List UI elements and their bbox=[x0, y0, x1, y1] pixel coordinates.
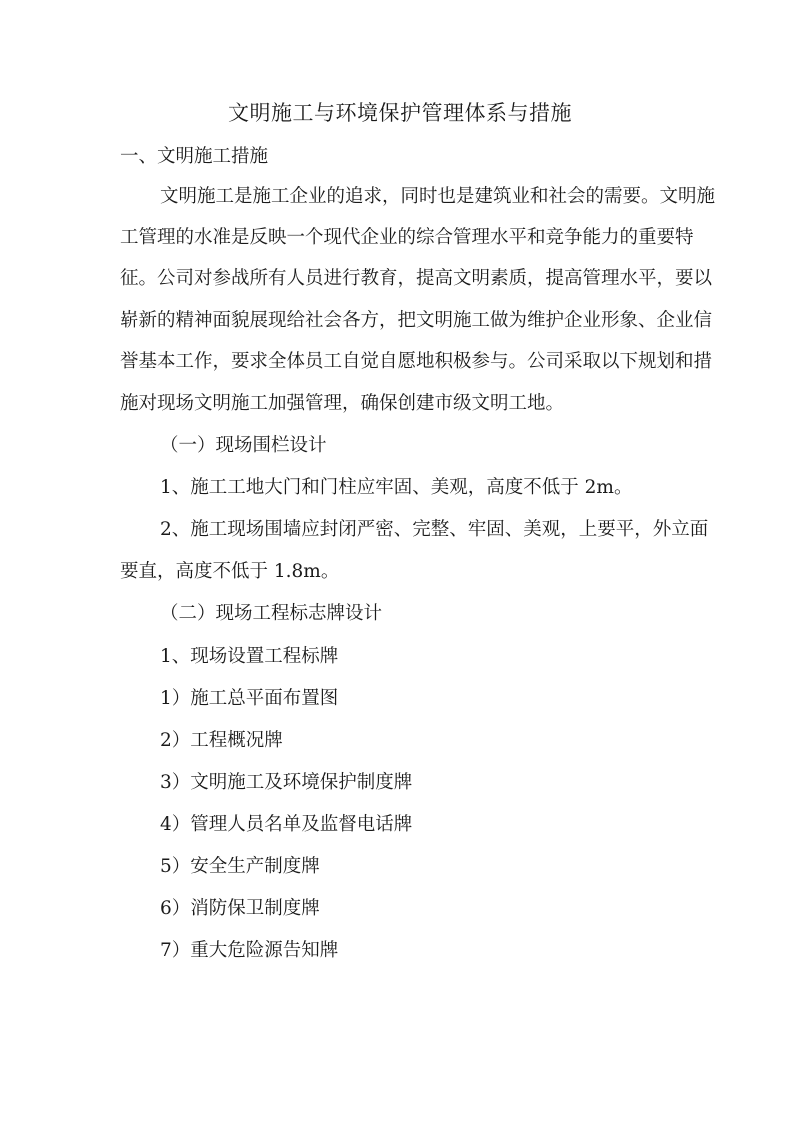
subsection-heading: （二）现场工程标志牌设计 bbox=[160, 603, 383, 624]
paragraph-line: 工管理的水准是反映一个现代企业的综合管理水平和竞争能力的重要特 bbox=[120, 227, 694, 248]
list-item: 1、现场设置工程标牌 bbox=[160, 646, 339, 667]
subsection-heading: （一）现场围栏设计 bbox=[160, 435, 327, 456]
paragraph-line: 崭新的精神面貌展现给社会各方，把文明施工做为维护企业形象、企业信 bbox=[120, 310, 713, 331]
list-item: 1）施工总平面布置图 bbox=[160, 688, 339, 709]
paragraph-line: 誉基本工作，要求全体员工自觉自愿地积极参与。公司采取以下规划和措 bbox=[120, 351, 713, 372]
list-item: 2）工程概况牌 bbox=[160, 730, 283, 751]
paragraph-line: 2、施工现场围墙应封闭严密、完整、牢固、美观，上要平，外立面 bbox=[160, 519, 709, 540]
list-item: 6）消防保卫制度牌 bbox=[160, 898, 320, 919]
list-item: 3）文明施工及环境保护制度牌 bbox=[160, 772, 413, 793]
list-item: 4）管理人员名单及监督电话牌 bbox=[160, 814, 413, 835]
paragraph-line: 文明施工是施工企业的追求，同时也是建筑业和社会的需要。文明施 bbox=[160, 186, 716, 207]
list-item: 1、施工工地大门和门柱应牢固、美观，高度不低于 2m。 bbox=[160, 477, 633, 498]
section-heading: 一、文明施工措施 bbox=[120, 146, 269, 167]
list-item: 7）重大危险源告知牌 bbox=[160, 940, 339, 961]
paragraph-line: 要直，高度不低于 1.8m。 bbox=[120, 561, 340, 582]
paragraph-line: 施对现场文明施工加强管理，确保创建市级文明工地。 bbox=[120, 393, 565, 414]
paragraph-line: 征。公司对参战所有人员进行教育，提高文明素质，提高管理水平，要以 bbox=[120, 268, 713, 289]
list-item: 5）安全生产制度牌 bbox=[160, 856, 320, 877]
document-title: 文明施工与环境保护管理体系与措施 bbox=[228, 101, 572, 125]
